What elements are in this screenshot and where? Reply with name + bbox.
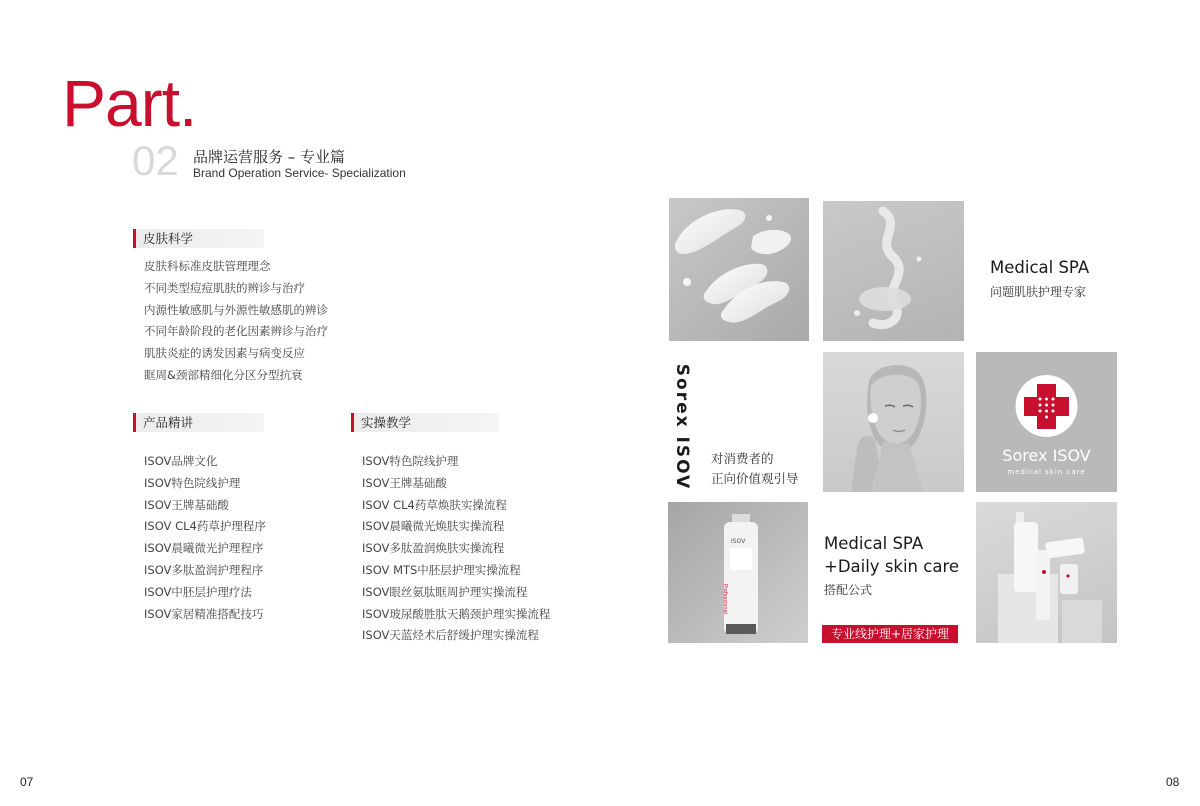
medical-spa-block [990, 256, 1089, 302]
skin-science-list [144, 256, 328, 387]
part-number: 02 [132, 137, 179, 184]
list-item: ISOV多肽盈润护理程序 [144, 562, 264, 577]
practice-list [362, 451, 550, 647]
section-heading-skin-science: 皮肤科学 [133, 229, 264, 248]
cream-swatch-photo [669, 198, 809, 341]
list-item: 肌肤炎症的诱发因素与病变反应 [144, 346, 305, 361]
list-item: ISOV晨曦微光焕肤实操流程 [362, 519, 505, 534]
section-title-en: Brand Operation Service- Specialization [193, 166, 406, 180]
list-item: ISOV中胚层护理疗法 [144, 584, 252, 599]
list-item: ISOV品牌文化 [144, 454, 218, 468]
medical-spa-subtitle: 问题肌肤护理专家 [990, 285, 1087, 299]
section-heading-product-talk: 产品精讲 [133, 413, 264, 432]
product-talk-list [144, 451, 266, 625]
combo-line-2: +Daily skin care [824, 557, 960, 576]
part-title: Part. [62, 66, 197, 140]
products-photo [976, 502, 1117, 643]
list-item: ISOV CL4药草护理程序 [144, 519, 266, 534]
combo-formula-block [824, 532, 959, 600]
cream-swatch-image [669, 198, 809, 341]
list-item: ISOV多肽盈润焕肤实操流程 [362, 541, 505, 556]
vertical-brand-name [670, 362, 694, 492]
model-face-image [823, 352, 964, 492]
vertical-brand-text: Sorex ISOV [672, 363, 692, 491]
consumer-line-1: 对消费者的 [711, 451, 774, 466]
list-item: 皮肤科标准皮肤管理理念 [144, 259, 271, 273]
list-item: 不同年龄阶段的老化因素辨诊与治疗 [144, 324, 328, 339]
consumer-guidance-block [711, 449, 799, 489]
list-item: ISOV特色院线护理 [362, 454, 459, 468]
logo-tile [976, 352, 1117, 492]
list-item: ISOV MTS中胚层护理实操流程 [362, 562, 521, 577]
medical-spa-title: Medical SPA [990, 258, 1090, 277]
bottle-photo [668, 502, 808, 643]
list-item: ISOV王牌基础酸 [362, 475, 447, 490]
list-item: ISOV玻尿酸胜肽天鹅颈护理实操流程 [362, 606, 551, 621]
list-item: ISOV家居精准搭配技巧 [144, 606, 264, 621]
consumer-line-2: 正向价值观引导 [711, 471, 799, 486]
list-item: 不同类型痘痘肌肤的辨诊与治疗 [144, 280, 305, 295]
gel-swatch-image [823, 201, 964, 341]
gel-swatch-photo [823, 201, 964, 341]
list-item: ISOV王牌基础酸 [144, 497, 229, 512]
list-item: ISOV眼丝氨肽眶周护理实操流程 [362, 584, 528, 599]
face-photo [823, 352, 964, 492]
logo-name: Sorex ISOV [1002, 446, 1091, 465]
logo-tagline: medical skin care [1007, 468, 1086, 476]
list-item: ISOV晨曦微光护理程序 [144, 541, 264, 556]
combo-badge: 专业线护理+居家护理 [822, 625, 958, 643]
page-number-left: 07 [20, 775, 34, 789]
product-set-image [976, 502, 1117, 643]
list-item: ISOV CL4药草焕肤实操流程 [362, 497, 507, 512]
list-item: 眶周&颈部精细化分区分型抗衰 [144, 367, 303, 382]
page-number-right: 08 [1166, 775, 1180, 789]
product-bottle-image [668, 502, 808, 643]
bottle-brand-label: ISOV [731, 538, 746, 545]
combo-line-1: Medical SPA [824, 534, 924, 553]
section-heading-practice: 实操教学 [351, 413, 499, 432]
bottle-side-label: Professional [722, 584, 728, 615]
section-title-zh: 品牌运营服务 – 专业篇 [193, 148, 346, 166]
combo-subtitle: 搭配公式 [824, 583, 873, 597]
list-item: ISOV特色院线护理 [144, 475, 241, 490]
list-item: 内源性敏感肌与外源性敏感肌的辨诊 [144, 302, 328, 317]
list-item: ISOV天蓝烃术后舒缓护理实操流程 [362, 628, 539, 643]
